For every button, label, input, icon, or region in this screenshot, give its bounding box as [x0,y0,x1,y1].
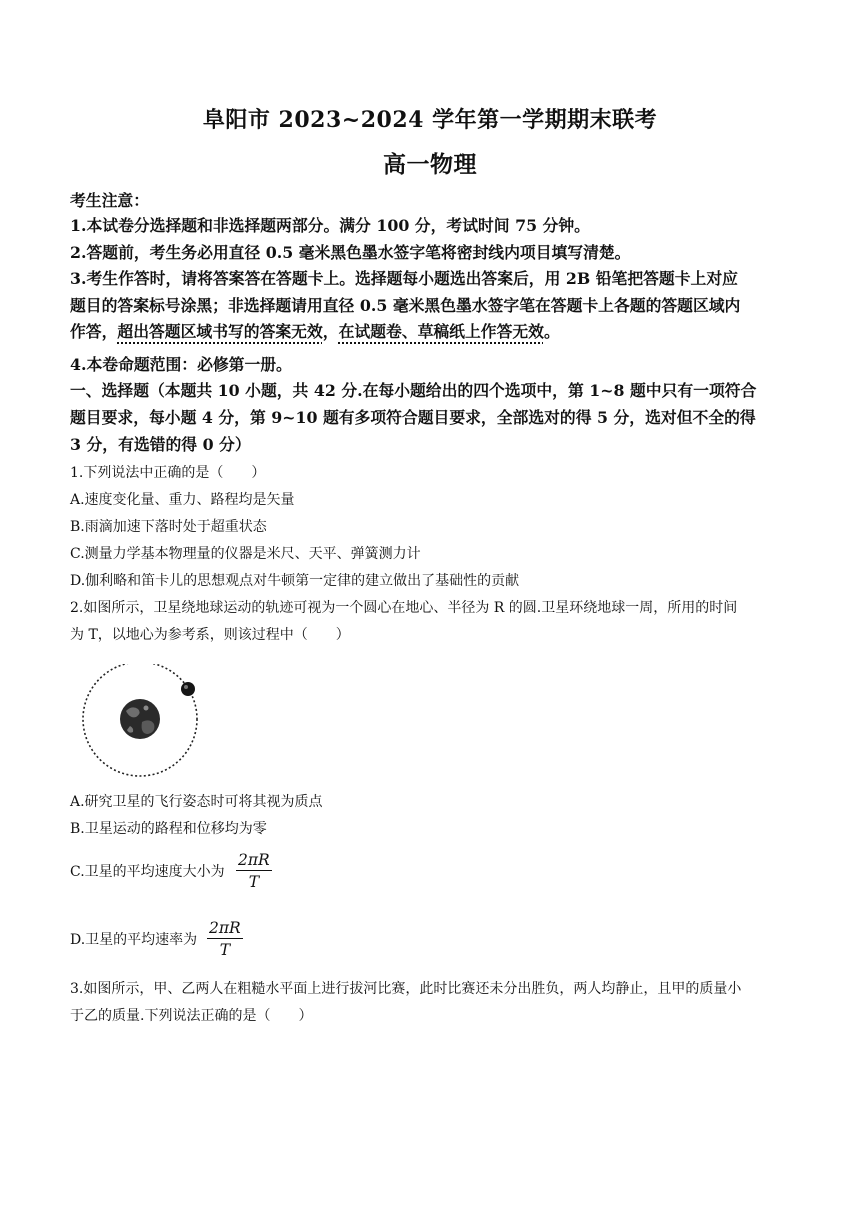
q1-stem: 1.下列说法中正确的是（ ） [70,465,266,481]
q2-stem-line-1: 2.如图所示，卫星绕地球运动的轨迹可视为一个圆心在地心、半径为 R 的圆.卫星环绕地球一周，所用的时间 [70,600,738,616]
section-1-heading-line-3: 3 分，有选错的得 0 分） [70,435,251,454]
q2-option-c: C.卫星的平均速度大小为 [70,864,225,880]
notice-item-3-line-3 [70,322,795,342]
fraction-numerator: 2πR [209,919,241,937]
earth-icon [120,699,160,739]
satellite-icon [181,682,195,696]
notice-item-1: 1.本试卷分选择题和非选择题两部分。满分 100 分，考试时间 75 分钟。 [70,216,590,235]
q1-option-c: C.测量力学基本物理量的仪器是米尺、天平、弹簧测力计 [70,546,421,562]
q2-option-b: B.卫星运动的路程和位移均为零 [70,821,267,837]
q2-stem-line-2: 为 T，以地心为参考系，则该过程中（ ） [70,627,350,643]
notice-item-3-line-1: 3.考生作答时，请将答案答在答题卡上。选择题每小题选出答案后，用 2B 铅笔把答题卡上对应 [70,269,738,288]
fraction-denominator: T [248,873,260,891]
exam-title: 阜阳市 2023~2024 学年第一学期期末联考 [202,107,658,133]
q2-option-a: A.研究卫星的飞行姿态时可将其视为质点 [70,794,323,810]
satellite-orbit-figure [74,664,214,784]
notice-item-3-line-2: 题目的答案标号涂黑；非选择题请用直径 0.5 毫米黑色墨水签字笔在答题卡上各题的答题区域内 [70,296,741,315]
emphasis-dotted-text: 在试题卷、草稿纸上作答无效 [338,322,544,341]
q2-option-d-fraction [207,918,243,961]
notice-text: ， [322,322,339,341]
notice-heading: 考生注意： [70,191,149,210]
section-1-heading-line-2: 题目要求，每小题 4 分，第 9~10 题有多项符合题目要求，全部选对的得 5 分，选对但不全的得 [70,408,756,427]
q2-option-c-fraction [236,850,272,893]
emphasis-dotted-text: 超出答题区域书写的答案无效 [117,322,323,341]
notice-item-4: 4.本卷命题范围：必修第一册。 [70,355,292,374]
notice-text: 。 [543,322,560,341]
exam-subject: 高一物理 [383,151,477,178]
fraction-denominator: T [219,941,231,959]
q1-option-a: A.速度变化量、重力、路程均是矢量 [70,492,295,508]
q1-option-d: D.伽利略和笛卡儿的思想观点对牛顿第一定律的建立做出了基础性的贡献 [70,573,520,589]
q3-stem-line-1: 3.如图所示，甲、乙两人在粗糙水平面上进行拔河比赛，此时比赛还未分出胜负，两人均静止，且甲的质量小 [70,981,742,997]
q2-option-d: D.卫星的平均速率为 [70,932,198,948]
notice-item-2: 2.答题前，考生务必用直径 0.5 毫米黑色墨水签字笔将密封线内项目填写清楚。 [70,243,631,262]
notice-text: 作答， [70,322,118,341]
q1-option-b: B.雨滴加速下落时处于超重状态 [70,519,267,535]
fraction-numerator: 2πR [238,851,270,869]
q3-stem-line-2: 于乙的质量.下列说法正确的是（ ） [70,1008,313,1024]
section-1-heading-line-1: 一、选择题（本题共 10 小题，共 42 分.在每小题给出的四个选项中，第 1~8 题中只有一项符合 [70,381,757,400]
